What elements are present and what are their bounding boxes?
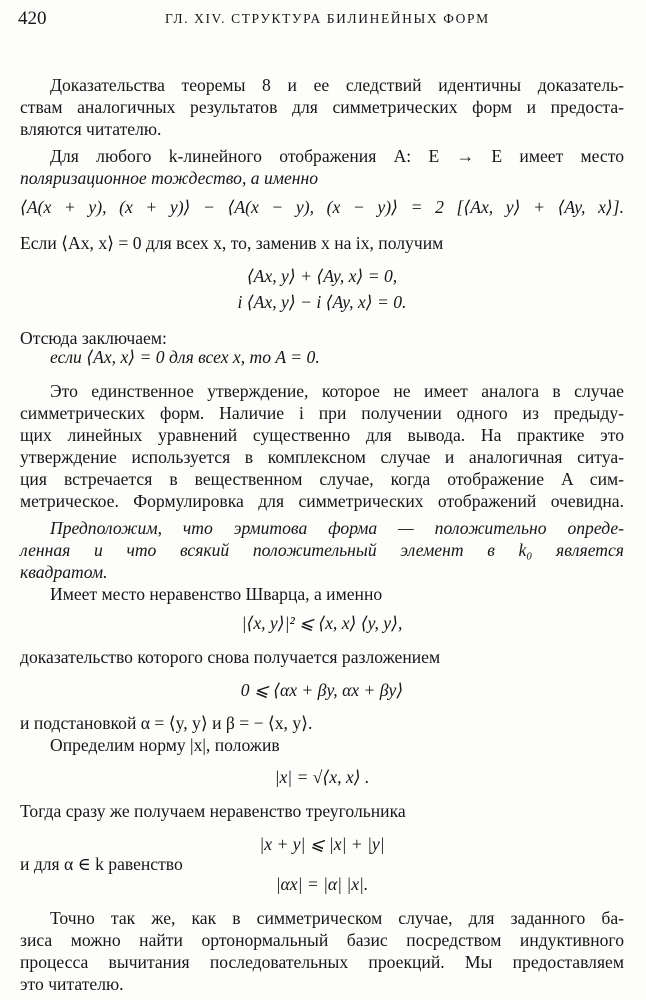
running-title: ГЛ. XIV. СТРУКТУРА БИЛИНЕЙНЫХ ФОРМ bbox=[165, 11, 490, 26]
assumption-line: Предположим, что эрмитова форма — положительно опреде- bbox=[50, 518, 624, 538]
text-line: Для любого k-линейного отображения A: E → E имеет место bbox=[50, 146, 624, 166]
text-line: поляризационное тождество, а именно bbox=[20, 168, 319, 188]
formula-line: ⟨Ax, y⟩ + ⟨Ay, x⟩ = 0, bbox=[246, 266, 398, 286]
text-line: Доказательства теоремы 8 и ее следствий идентичны доказатель- bbox=[50, 75, 624, 95]
text-line: и для α ∈ k равенство bbox=[20, 854, 183, 874]
formula-schwarz: |⟨x, y⟩|² ⩽ ⟨x, x⟩ ⟨y, y⟩, bbox=[241, 613, 403, 633]
formula-norm: |x| = √⟨x, x⟩ . bbox=[274, 767, 370, 787]
text-line: Если ⟨Ax, x⟩ = 0 для всех x, то, заменив x на ix, получим bbox=[20, 233, 444, 253]
formula-triangle: |x + y| ⩽ |x| + |y| bbox=[259, 834, 385, 854]
text-line: вляются читателю. bbox=[20, 119, 162, 139]
assumption-line: ленная и что всякий положительный элемент в k₀ является bbox=[20, 540, 624, 560]
text-line: Отсюда заключаем: bbox=[20, 328, 167, 348]
text-line: доказательство которого снова получается разложением bbox=[20, 647, 441, 667]
text-line: ствам аналогичных результатов для симметрических форм и предоста- bbox=[20, 97, 624, 117]
text-line: Тогда сразу же получаем неравенство треугольника bbox=[20, 801, 406, 821]
text-line: Точно так же, как в симметрическом случае, для заданного ба- bbox=[50, 908, 624, 928]
assumption-line: квадратом. bbox=[20, 562, 108, 582]
text-line: щих линейных уравнений существенно для вывода. На практике это bbox=[20, 425, 624, 445]
text-line: Определим норму |x|, положив bbox=[50, 735, 280, 755]
formula-line: |αx| = |α| |x|. bbox=[275, 874, 369, 894]
text-line: процесса вычитания последовательных проекций. Мы предоставляем bbox=[20, 952, 624, 972]
text-line: зиса можно найти ортонормальный базис посредством индуктивного bbox=[20, 930, 624, 950]
page-number: 420 bbox=[18, 8, 47, 29]
text-line: ция встречается в вещественном случае, когда отображение A сим- bbox=[20, 469, 624, 489]
text-line: метрическое. Формулировка для симметрических отображений очевидна. bbox=[20, 491, 624, 511]
text-line: это читателю. bbox=[20, 974, 124, 994]
text-line: симметрических форм. Наличие i при получении одного из предыду- bbox=[20, 403, 624, 423]
text-line: и подстановкой α = ⟨y, y⟩ и β = − ⟨x, y⟩. bbox=[20, 713, 313, 733]
text-line: утверждение используется в комплексном случае и аналогичная ситуа- bbox=[20, 447, 624, 467]
formula-line: i ⟨Ax, y⟩ − i ⟨Ay, x⟩ = 0. bbox=[237, 292, 407, 312]
formula-polarization: ⟨A(x + y), (x + y)⟩ − ⟨A(x − y), (x − y)⟩ = 2 [⟨Ax, y⟩ + ⟨Ay, x⟩]. bbox=[20, 197, 624, 217]
text-line: Это единственное утверждение, которое не имеет аналога в случае bbox=[50, 381, 624, 401]
formula-line: 0 ⩽ ⟨αx + βy, αx + βy⟩ bbox=[240, 680, 404, 700]
running-header bbox=[18, 8, 628, 34]
text-line: Имеет место неравенство Шварца, а именно bbox=[50, 584, 383, 604]
statement-line: если ⟨Ax, x⟩ = 0 для всех x, то A = 0. bbox=[50, 347, 320, 367]
